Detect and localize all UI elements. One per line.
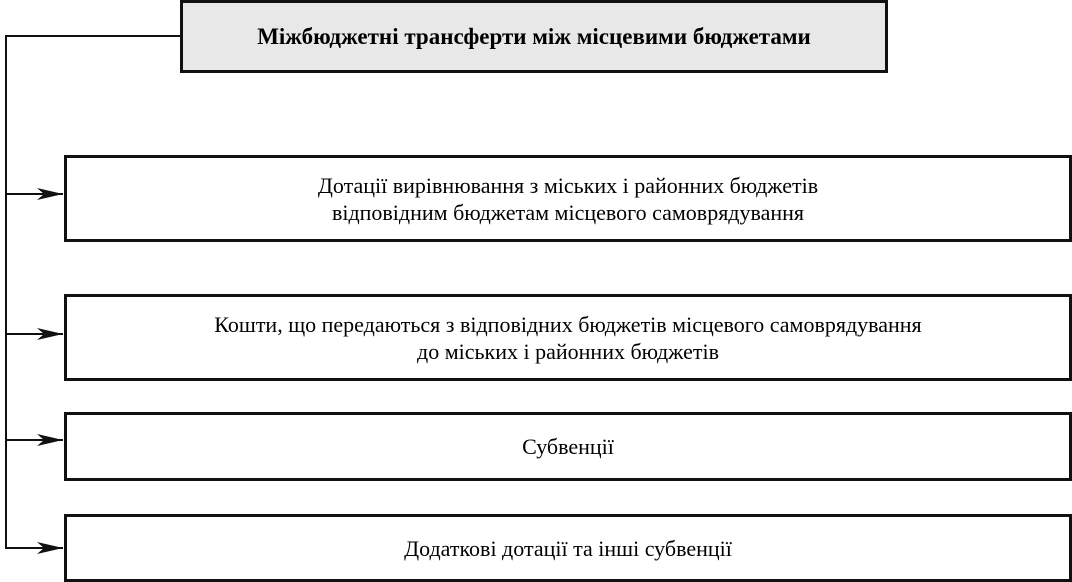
child-node-transferred-funds — [64, 294, 1072, 381]
root-node — [180, 0, 888, 73]
child-node-label: Кошти, що передаються з відповідних бюджетів місцевого самоврядування до міських і районних бюджетів — [214, 311, 922, 364]
child-node-equalization-grants — [64, 155, 1072, 242]
child-node-label: Додаткові дотації та інші субвенції — [404, 535, 732, 561]
child-node-label: Дотації вирівнювання з міських і районних бюджетів відповідним бюджетам місцевого самоврядування — [317, 172, 819, 225]
root-node-label: Міжбюджетні трансферти між місцевими бюджетами — [257, 24, 811, 49]
child-node-additional-grants — [64, 514, 1072, 582]
child-node-label: Субвенції — [522, 434, 614, 459]
child-node-subventions — [64, 412, 1072, 481]
